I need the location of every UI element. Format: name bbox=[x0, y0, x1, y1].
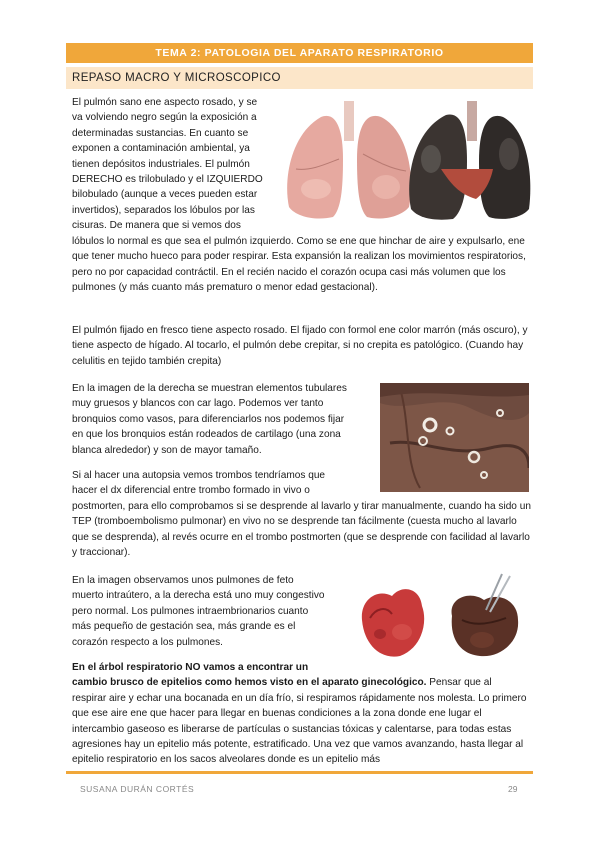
text-line-mixed bbox=[72, 675, 532, 690]
topic-title-bar: TEMA 2: PATOLOGIA DEL APARATO RESPIRATORIO bbox=[66, 43, 533, 63]
text-line: pero normal. Los pulmones intraembrionarios cuanto bbox=[72, 605, 309, 617]
paragraph-thrombus-continued: postmorten, para ello comprobamos si se desprende al lavarlo y tirar manualmente, cuando ha sido un TEP (tromboembolismo pulmonar) en vivo no se desprende tan fácilmente (cuesta mucho al lavarlo que se desprenda), al revés ocurre en el trombo postmorten (que se desprende con facilidad al lavarlo y traccionar). bbox=[72, 501, 531, 559]
text-line: El pulmón sano ene aspecto rosado, y se bbox=[72, 97, 258, 108]
text-line: blanca alrededor) y son de mayor tamaño. bbox=[72, 444, 262, 456]
text-line: cisuras. De manera que si vemos dos bbox=[72, 220, 241, 232]
text-line: tienen depósitos industriales. El pulmón bbox=[72, 158, 250, 170]
paragraph-thrombus bbox=[72, 468, 372, 499]
text-line: hacer el dx diferencial entre trombo formado in vivo o bbox=[72, 485, 310, 497]
text-line: En la imagen de la derecha se muestran elementos tubulares bbox=[72, 383, 347, 394]
text-line-bold bbox=[72, 660, 532, 675]
text-line: invertidos), separados los lóbulos por las bbox=[72, 204, 255, 216]
fetal-lungs-photo bbox=[352, 570, 532, 662]
paragraph-fetal-lungs bbox=[72, 573, 362, 650]
paragraph-bronchi bbox=[72, 381, 372, 458]
text-line: bronquios como vasos, para diferenciarlos nos podemos fijar bbox=[72, 413, 345, 425]
paragraph-fixation: El pulmón fijado en fresco tiene aspecto rosado. El fijado con formol ene color marrón (más oscuro), y tiene aspecto de hígado. Al tocarlo, el pulmón debe crepitar, si no crepita es patológico. (Cuando hay celulitis en tejido también crepita) bbox=[72, 325, 528, 367]
text-line: más pequeño de gestación sea, más grande es el bbox=[72, 621, 296, 633]
text-line: bilobulado (aunque a veces pueden estar bbox=[72, 189, 258, 201]
text-line: En la imagen observamos unos pulmones de feto bbox=[72, 575, 294, 586]
healthy-vs-black-lungs-photo bbox=[281, 99, 533, 222]
paragraph-epithelium bbox=[72, 660, 532, 768]
paragraph-lungs-continued: lóbulos lo normal es que sea el pulmón izquierdo. Como se ene que hinchar de aire y expulsarlo, ene que tener mucho hueco para poder respirar. Esta expansión la realizan los movimientos respiratorios, pero no por capacidad contráctil. En el recién nacido el corazón ocupa casi más volumen que los pulmones (y más cuanto más prematuro o menor edad gestacional). bbox=[72, 236, 526, 294]
inline-text: Pensar que al bbox=[426, 677, 492, 689]
text-line: exponen a contaminación ambiental, ya bbox=[72, 143, 250, 155]
text-line: corazón respecto a los pulmones. bbox=[72, 636, 223, 648]
bold-text: En el árbol respiratorio NO vamos a encontrar un bbox=[72, 662, 309, 673]
footer-author: SUSANA DURÁN CORTÉS bbox=[80, 784, 195, 794]
text-line: Si al hacer una autopsia vemos trombos tendríamos que bbox=[72, 470, 326, 481]
text-line: determinadas sustancias. En cuanto se bbox=[72, 127, 249, 139]
text-line: va volviendo negro según la exposición a bbox=[72, 112, 257, 124]
text-line: en que los bronquios están rodeados de cartilago (una zona bbox=[72, 429, 341, 441]
paragraph-epithelium-continued: respirar aire y echar una bocanada en un día frío, si respiramos rápidamente nos molesta. Lo primero que ese aire ene que hacer para llegar en buenas condiciones a la zona donde ene lugar el intercambio gaseoso es liberarse de partículas o sustancias tóxicas y calentarse, para todas estas agresiones hay un epitelio más potente, estratificado. Una vez que vamos avanzando, hasta llegar al epitelio respiratorio en los sacos alveolares donde es un epitelio más bbox=[72, 692, 527, 766]
text-line: muy gruesos y blancos con car lago. Podemos ver tanto bbox=[72, 398, 324, 410]
footer-divider bbox=[66, 771, 533, 774]
lung-section-bronchi-photo bbox=[380, 383, 529, 492]
paragraph-lungs-intro bbox=[72, 95, 277, 234]
page-number: 29 bbox=[508, 784, 518, 794]
bold-text: cambio brusco de epitelios como hemos visto en el aparato ginecológico. bbox=[72, 677, 427, 689]
text-line: DERECHO es trilobulado y el IZQUIERDO bbox=[72, 174, 263, 186]
text-line: muerto intraútero, a la derecha está uno muy congestivo bbox=[72, 590, 325, 602]
section-heading: REPASO MACRO Y MICROSCOPICO bbox=[66, 67, 533, 89]
